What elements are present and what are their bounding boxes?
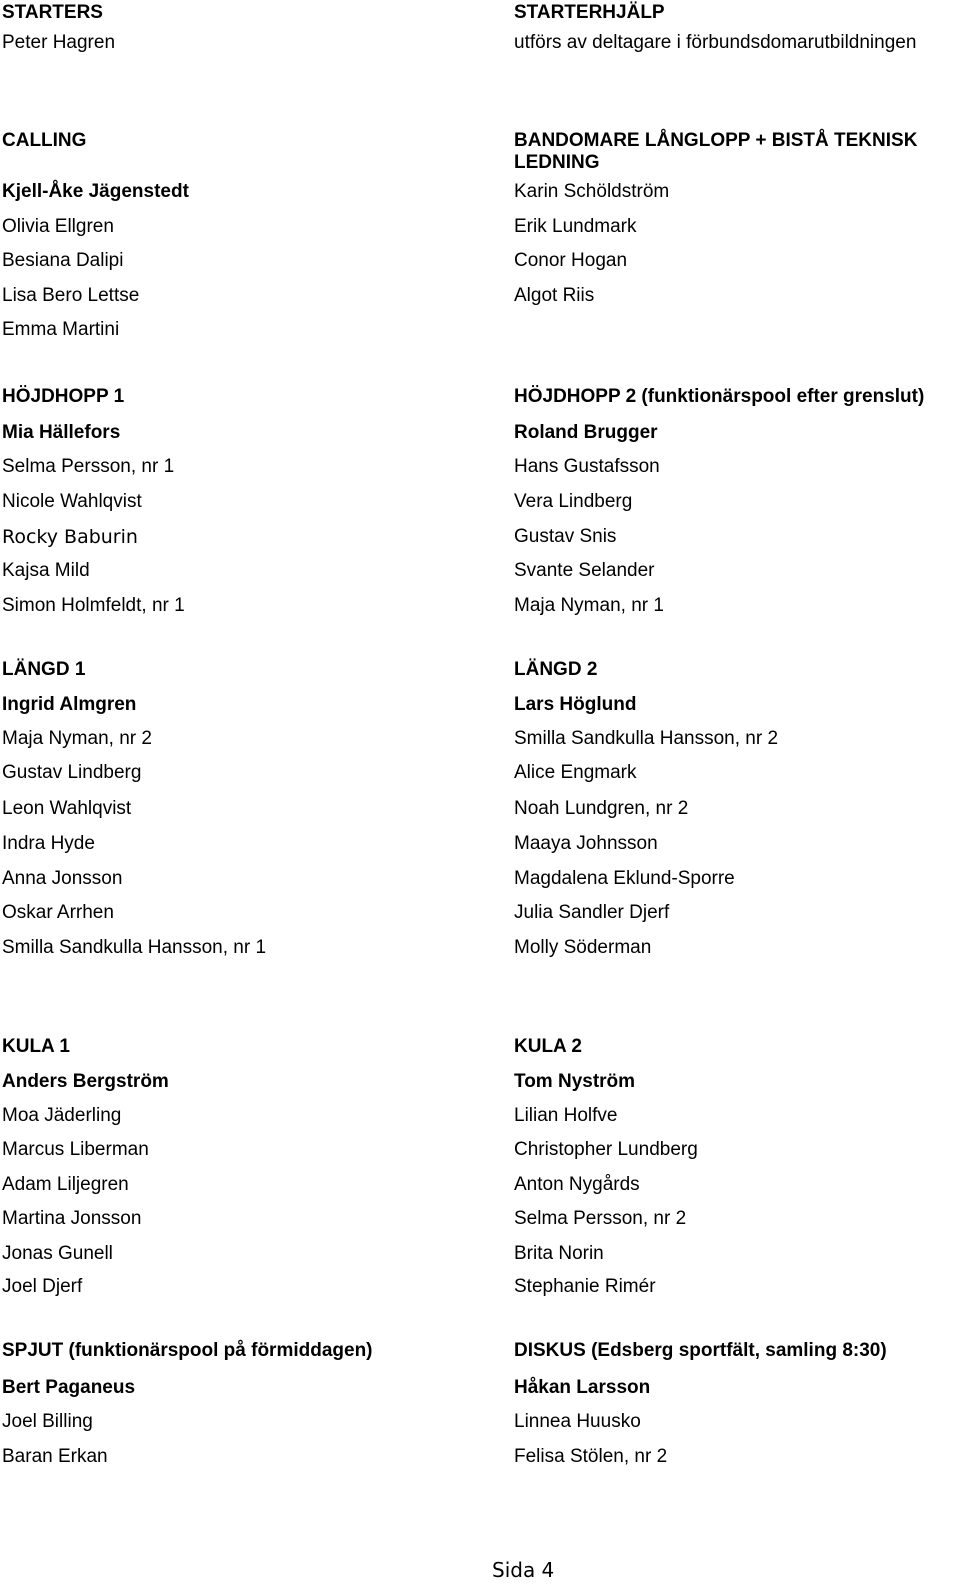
kula1-member: Jonas Gunell [2,1243,113,1264]
kula2-member: Selma Persson, nr 2 [514,1208,687,1229]
calling-member: Besiana Dalipi [2,250,124,271]
kula1-member: Martina Jonsson [2,1208,142,1229]
calling-member: Olivia Ellgren [2,216,114,237]
langd1-member: Maja Nyman, nr 2 [2,728,152,749]
starterhjalp-title: STARTERHJÄLP [514,2,665,23]
starters-name: Peter Hagren [2,32,116,53]
hojdhopp1-member: Nicole Wahlqvist [2,491,142,512]
calling-title: CALLING [2,130,87,151]
kula1-member: Moa Jäderling [2,1105,122,1126]
hojdhopp1-title: HÖJDHOPP 1 [2,386,125,407]
starterhjalp-text: utförs av deltagare i förbundsdomarutbildningen [514,32,917,53]
calling-member: Lisa Bero Lettse [2,285,140,306]
bandomare-title-line2: LEDNING [514,152,600,173]
diskus-member: Felisa Stölen, nr 2 [514,1446,668,1467]
diskus-title: DISKUS (Edsberg sportfält, samling 8:30) [514,1340,887,1361]
langd2-member: Smilla Sandkulla Hansson, nr 2 [514,728,779,749]
starters-title: STARTERS [2,2,103,23]
hojdhopp1-leader: Mia Hällefors [2,422,121,443]
diskus-member: Linnea Huusko [514,1411,641,1432]
hojdhopp2-member: Svante Selander [514,560,655,581]
hojdhopp2-leader: Roland Brugger [514,422,658,443]
spjut-title: SPJUT (funktionärspool på förmiddagen) [2,1340,373,1361]
hojdhopp2-member: Maja Nyman, nr 1 [514,595,664,616]
spjut-leader: Bert Paganeus [2,1377,136,1398]
langd2-member: Magdalena Eklund-Sporre [514,868,735,889]
kula2-member: Anton Nygårds [514,1174,640,1195]
hojdhopp2-title: HÖJDHOPP 2 (funktionärspool efter grenslut) [514,386,925,407]
bandomare-title-line1: BANDOMARE LÅNGLOPP + BISTÅ TEKNISK [514,130,918,151]
calling-member: Emma Martini [2,319,120,340]
langd2-member: Julia Sandler Djerf [514,902,670,923]
kula1-member: Joel Djerf [2,1276,83,1297]
hojdhopp1-member: Selma Persson, nr 1 [2,456,175,477]
hojdhopp2-member: Vera Lindberg [514,491,633,512]
langd1-member: Leon Wahlqvist [2,798,132,819]
langd2-title: LÄNGD 2 [514,659,598,680]
langd1-member: Oskar Arrhen [2,902,114,923]
bandomare-member: Erik Lundmark [514,216,637,237]
langd2-member: Molly Söderman [514,937,652,958]
kula1-member: Marcus Liberman [2,1139,149,1160]
langd2-leader: Lars Höglund [514,694,637,715]
langd2-member: Maaya Johnsson [514,833,658,854]
bandomare-member: Karin Schöldström [514,181,670,202]
hojdhopp1-member: Kajsa Mild [2,560,90,581]
langd2-member: Noah Lundgren, nr 2 [514,798,689,819]
hojdhopp1-member: Rocky Baburin [2,526,138,548]
langd1-member: Gustav Lindberg [2,762,142,783]
kula2-member: Brita Norin [514,1243,604,1264]
langd1-leader: Ingrid Almgren [2,694,137,715]
langd2-member: Alice Engmark [514,762,637,783]
kula2-member: Christopher Lundberg [514,1139,698,1160]
kula1-member: Adam Liljegren [2,1174,129,1195]
bandomare-member: Algot Riis [514,285,595,306]
langd1-member: Indra Hyde [2,833,95,854]
kula2-member: Lilian Holfve [514,1105,618,1126]
diskus-leader: Håkan Larsson [514,1377,651,1398]
kula2-title: KULA 2 [514,1036,582,1057]
kula2-member: Stephanie Rimér [514,1276,656,1297]
langd1-member: Anna Jonsson [2,868,123,889]
hojdhopp2-member: Hans Gustafsson [514,456,660,477]
langd1-title: LÄNGD 1 [2,659,86,680]
calling-leader: Kjell-Åke Jägenstedt [2,181,189,202]
spjut-member: Joel Billing [2,1411,93,1432]
bandomare-member: Conor Hogan [514,250,628,271]
kula2-leader: Tom Nyström [514,1071,636,1092]
langd1-member: Smilla Sandkulla Hansson, nr 1 [2,937,267,958]
kula1-title: KULA 1 [2,1036,70,1057]
hojdhopp1-member: Simon Holmfeldt, nr 1 [2,595,185,616]
kula1-leader: Anders Bergström [2,1071,169,1092]
hojdhopp2-member: Gustav Snis [514,526,617,547]
spjut-member: Baran Erkan [2,1446,108,1467]
page-number: Sida 4 [492,1558,555,1582]
